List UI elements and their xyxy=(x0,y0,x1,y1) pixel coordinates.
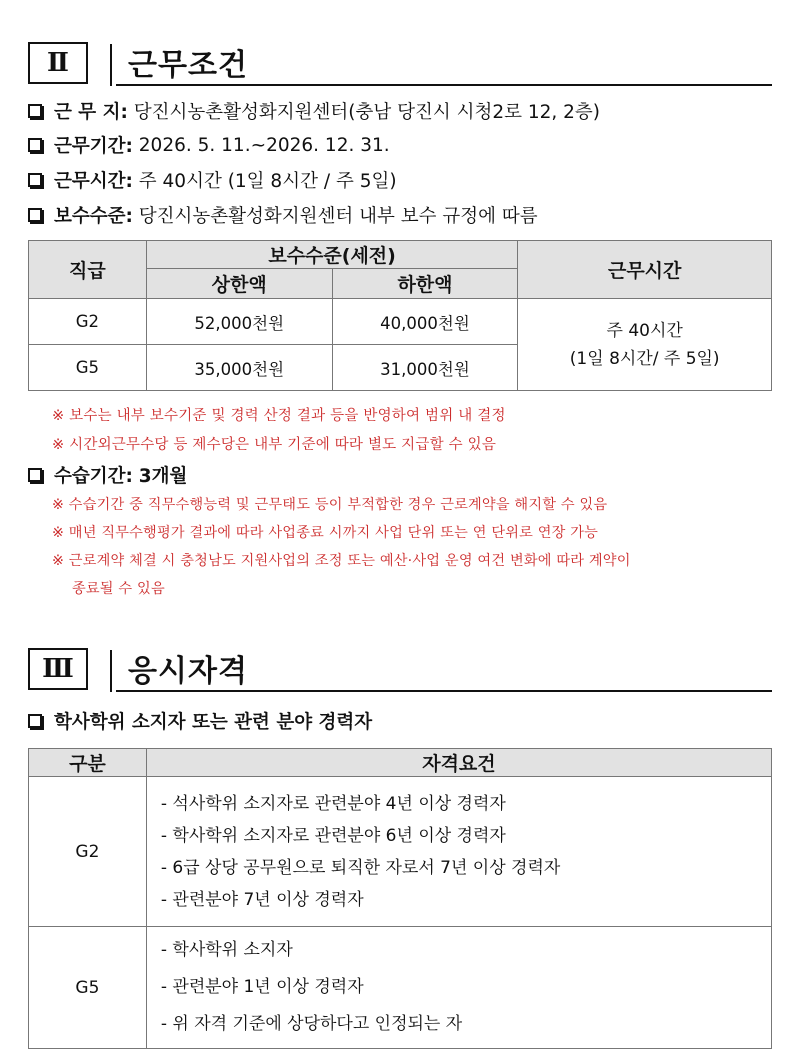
header-upper: 상한액 xyxy=(146,269,332,299)
item-location xyxy=(28,98,600,124)
checkbox-icon xyxy=(28,173,42,187)
lower-cell: 31,000천원 xyxy=(332,345,518,391)
item-value: 당진시농촌활성화지원센터 내부 보수 규정에 따름 xyxy=(138,206,538,227)
table-row xyxy=(29,927,772,1049)
header-underline xyxy=(116,84,772,86)
item-label: 근 무 지: xyxy=(54,102,128,123)
hours-line: 주 40시간 xyxy=(606,320,683,341)
table-row xyxy=(29,777,772,927)
grade-cell: G5 xyxy=(29,345,147,391)
item-probation xyxy=(28,462,187,488)
upper-cell: 52,000천원 xyxy=(146,299,332,345)
header-divider xyxy=(110,650,112,692)
header-lower: 하한액 xyxy=(332,269,518,299)
probation-note: ※ 수습기간 중 직무수행능력 및 근무태도 등이 부적합한 경우 근로계약을 해지할 수 있음 xyxy=(52,497,608,513)
list-item: - 학사학위 소지자 xyxy=(160,940,293,960)
grade-cell: G5 xyxy=(29,927,147,1049)
probation-note: ※ 근로계약 체결 시 충청남도 지원사업의 조정 또는 예산·사업 운영 여건 변화에 따라 계약이 xyxy=(52,553,631,569)
header-hours: 근무시간 xyxy=(518,241,772,299)
header-underline xyxy=(116,690,772,692)
checkbox-icon xyxy=(28,208,42,222)
header-requirements: 자격요건 xyxy=(146,749,771,777)
item-pay xyxy=(28,202,538,228)
table-row xyxy=(29,299,772,345)
checkbox-icon xyxy=(28,714,42,728)
item-value: 당진시농촌활성화지원센터(충남 당진시 시청2로 12, 2층) xyxy=(133,102,601,123)
probation-note: 종료될 수 있음 xyxy=(72,581,165,597)
requirements-cell xyxy=(146,927,771,1049)
item-label: 근무시간: xyxy=(54,171,133,192)
list-item: - 관련분야 1년 이상 경력자 xyxy=(160,977,364,997)
header-category: 구분 xyxy=(29,749,147,777)
list-item: - 위 자격 기준에 상당하다고 인정되는 자 xyxy=(160,1014,463,1034)
header-grade: 직급 xyxy=(29,241,147,299)
item-value: 3개월 xyxy=(138,466,188,487)
checkbox-icon xyxy=(28,104,42,118)
section-3-header xyxy=(28,640,772,692)
section-title: 응시자격 xyxy=(128,654,248,689)
grade-cell: G2 xyxy=(29,299,147,345)
qualification-table xyxy=(28,748,772,1049)
item-value: 주 40시간 (1일 8시간 / 주 5일) xyxy=(138,171,397,192)
header-divider xyxy=(110,44,112,86)
probation-note: ※ 매년 직무수행평가 결과에 따라 사업종료 시까지 사업 단위 또는 연 단위로 연장 가능 xyxy=(52,525,599,541)
pay-note: ※ 시간외근무수당 등 제수당은 내부 기준에 따라 별도 지급할 수 있음 xyxy=(52,437,497,453)
checkbox-icon xyxy=(28,468,42,482)
pay-note: ※ 보수는 내부 보수기준 및 경력 산정 결과 등을 반영하여 범위 내 결정 xyxy=(52,408,506,424)
section-number-box: Ⅱ xyxy=(28,42,88,84)
pay-table xyxy=(28,240,772,391)
grade-cell: G2 xyxy=(29,777,147,927)
list-item: - 6급 상당 공무원으로 퇴직한 자로서 7년 이상 경력자 xyxy=(160,857,561,878)
item-hours xyxy=(28,167,397,193)
section-2-header xyxy=(28,34,772,86)
hours-cell xyxy=(518,299,772,391)
item-period xyxy=(28,132,390,158)
item-label: 수습기간: xyxy=(54,466,133,487)
header-pay: 보수수준(세전) xyxy=(146,241,518,269)
list-item: - 관련분야 7년 이상 경력자 xyxy=(160,889,364,910)
requirements-list xyxy=(147,932,771,1043)
list-item: - 학사학위 소지자로 관련분야 6년 이상 경력자 xyxy=(160,825,506,846)
requirements-list xyxy=(147,788,771,916)
checkbox-icon xyxy=(28,138,42,152)
item-qualification xyxy=(28,708,372,734)
item-label: 근무기간: xyxy=(54,136,133,157)
item-value: 2026. 5. 11.~2026. 12. 31. xyxy=(138,134,390,156)
section-title: 근무조건 xyxy=(128,48,248,83)
list-item: - 석사학위 소지자로 관련분야 4년 이상 경력자 xyxy=(160,793,506,814)
item-label: 보수수준: xyxy=(54,206,133,227)
lower-cell: 40,000천원 xyxy=(332,299,518,345)
requirements-cell xyxy=(146,777,771,927)
section-number-box: Ⅲ xyxy=(28,648,88,690)
hours-line: (1일 8시간/ 주 5일) xyxy=(569,348,720,369)
item-label: 학사학위 소지자 또는 관련 분야 경력자 xyxy=(54,712,373,733)
upper-cell: 35,000천원 xyxy=(146,345,332,391)
